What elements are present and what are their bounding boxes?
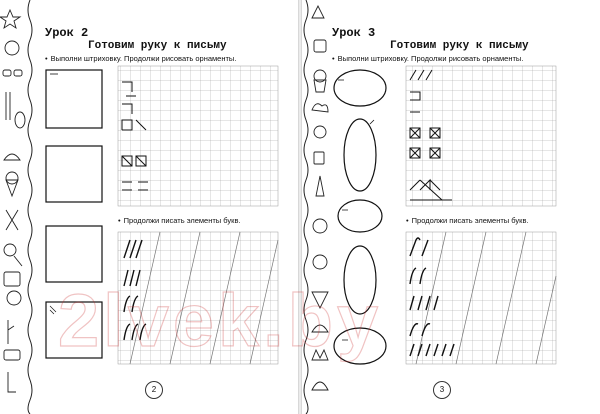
hatching-oval: [338, 200, 382, 232]
ornament-grid: [118, 66, 278, 206]
lesson-title: Урок 2: [45, 26, 89, 40]
hatching-square: [46, 226, 102, 282]
instruction-letter-elements: • Продолжи писать элементы букв.: [118, 216, 241, 225]
ornament-grid: [406, 66, 556, 206]
hatching-square: [46, 70, 102, 128]
hatching-ovals: [334, 70, 386, 364]
instruction-letter-elements: • Продолжи писать элементы букв.: [406, 216, 529, 225]
hatching-oval: [334, 70, 386, 106]
lesson-title: Урок 3: [332, 26, 376, 40]
page-number: 2: [145, 381, 163, 399]
right-exercise-sheet: [302, 0, 600, 414]
instruction-hatching: • Выполни штриховку. Продолжи рисовать орнаменты.: [45, 54, 236, 63]
hatching-oval: [334, 328, 386, 364]
writing-lines-left: [118, 232, 278, 364]
instruction-hatching: • Выполни штриховку. Продолжи рисовать орнаменты.: [332, 54, 523, 63]
left-exercise-sheet: [0, 0, 298, 414]
hatching-oval: [344, 246, 376, 314]
hatching-oval: [344, 119, 376, 191]
right-page: [302, 0, 600, 414]
hatching-squares: [46, 70, 102, 358]
hatching-square: [46, 146, 102, 202]
page-heading: Готовим руку к письму: [88, 40, 227, 52]
left-page: [0, 0, 298, 414]
page-heading: Готовим руку к письму: [390, 40, 529, 52]
writing-lines-right: [406, 232, 556, 364]
page-number: 3: [433, 381, 451, 399]
